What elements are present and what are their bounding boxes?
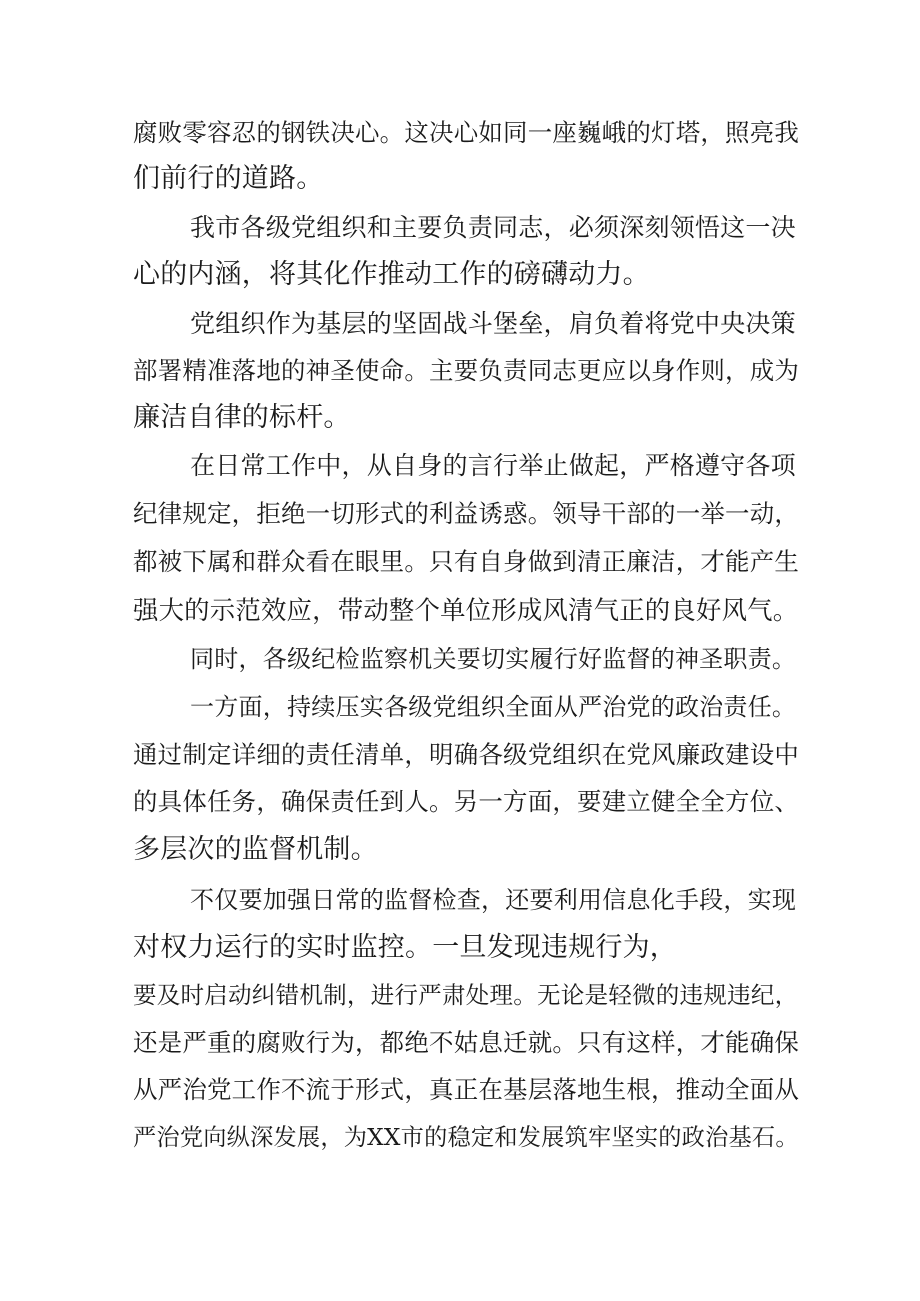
text-line: 党组织作为基层的坚固战斗堡垒，肩负着将党中央决策 [190,309,796,338]
text-line: 纪律规定，拒绝一切形式的利益诱惑。领导干部的一举一动， [133,499,800,528]
text-line: 对权力运行的实时监控。一旦发现违规行为， [133,932,677,963]
text-line: 廉洁自律的标杆。 [133,402,351,433]
text-line: 不仅要加强日常的监督检查，还要利用信息化手段，实现 [190,886,797,914]
text-line: 们前行的道路。 [133,163,324,194]
text-line: 要及时启动纠错机制，进行严肃处理。无论是轻微的违规违纪， [133,981,799,1009]
text-line: 我市各级党组织和主要负责同志，必须深刻领悟这一决 [190,213,796,242]
text-line: 心的内涵，将其化作推动工作的磅礴动力。 [133,259,650,290]
text-line: 在日常工作中，从自身的言行举止做起，严格遵守各项 [190,451,796,480]
text-line: 同时，各级纪检监察机关要切实履行好监督的神圣职责。 [190,645,797,673]
text-line: 还是严重的腐败行为，都绝不姑息迁就。只有这样，才能确保 [133,1028,800,1057]
text-line: 通过制定详细的责任清单，明确各级党组织在党风廉政建设中 [133,740,800,769]
text-line: 部署精准落地的神圣使命。主要负责同志更应以身作则，成为 [133,356,800,385]
text-line: 的具体任务，确保责任到人。另一方面，要建立健全全方位、 [133,787,800,816]
text-line: 从严治党工作不流于形式，真正在基层落地生根，推动全面从 [133,1075,800,1104]
text-line: 腐败零容忍的钢铁决心。这决心如同一座巍峨的灯塔，照亮我 [133,118,800,147]
text-line: 多层次的监督机制。 [133,834,378,865]
text-line: 强大的示范效应，带动整个单位形成风清气正的良好风气。 [133,595,799,625]
text-line: 一方面，持续压实各级党组织全面从严治党的政治责任。 [190,693,797,721]
text-line: 严治党向纵深发展，为XX市的稳定和发展筑牢坚实的政治基石。 [133,1124,799,1151]
text-line: 都被下属和群众看在眼里。只有自身做到清正廉洁，才能产生 [133,547,800,576]
